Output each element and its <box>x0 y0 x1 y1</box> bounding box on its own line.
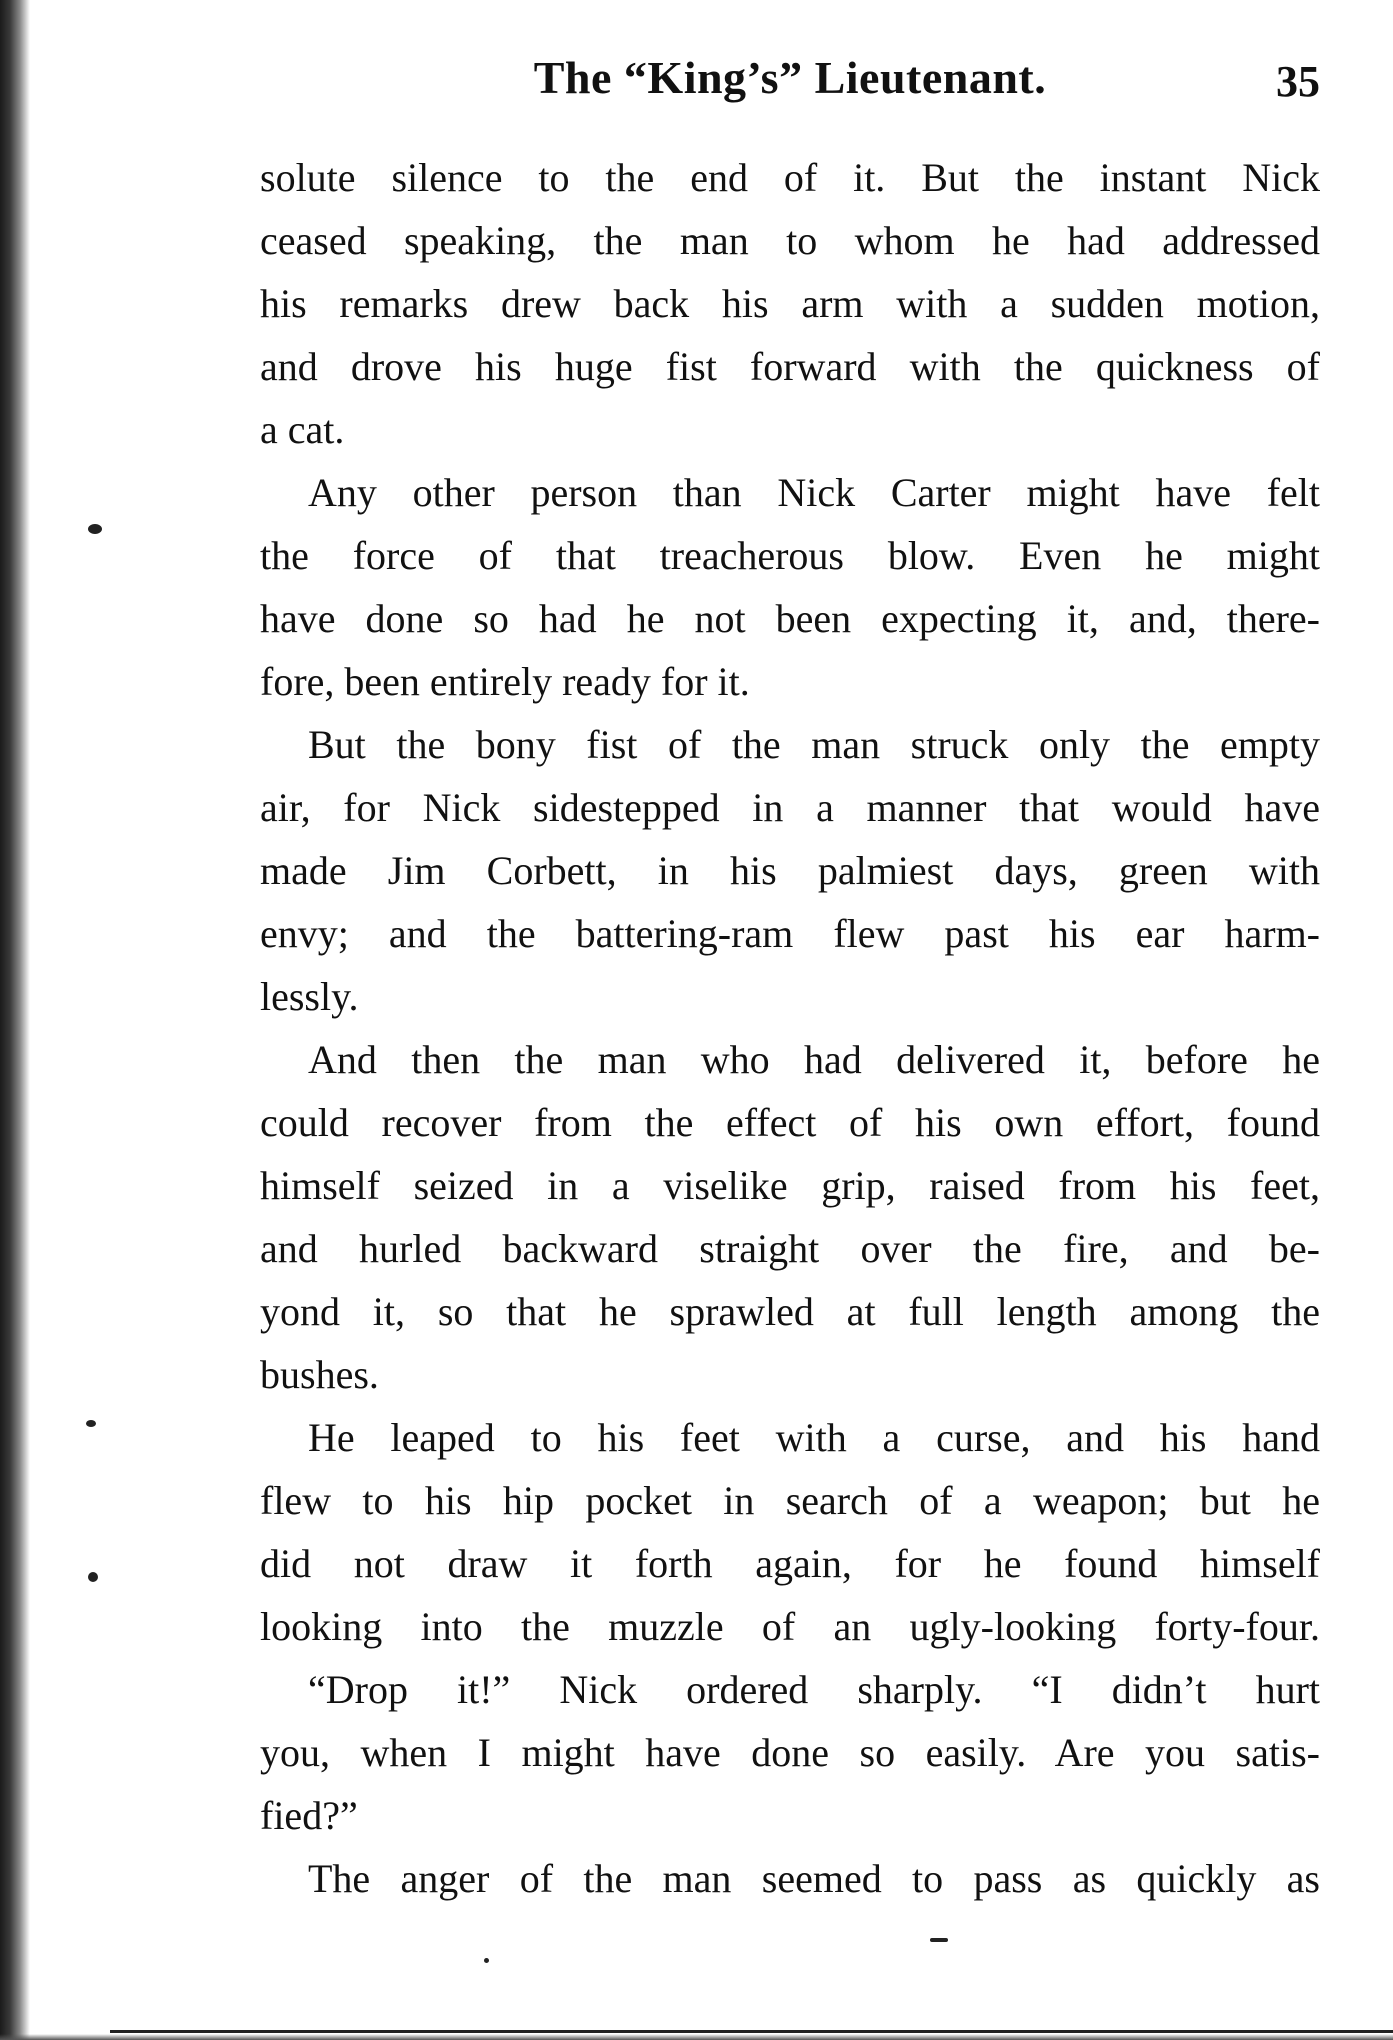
text-line: the force of that treacherous blow. Even he might <box>260 533 1320 578</box>
text-line: could recover from the effect of his own effort, found <box>260 1100 1320 1145</box>
body-text <box>260 146 1320 1910</box>
text-line: have done so had he not been expecting it, and, there- <box>260 596 1320 641</box>
text-line: The anger of the man seemed to pass as quickly as <box>308 1856 1320 1901</box>
page-header <box>260 48 1320 108</box>
text-line: flew to his hip pocket in search of a weapon; but he <box>260 1478 1320 1523</box>
text-line: a cat. <box>260 407 345 452</box>
binding-edge <box>0 0 30 2040</box>
text-line: “Drop it!” Nick ordered sharply. “I didn’t hurt <box>308 1667 1320 1712</box>
text-line: He leaped to his feet with a curse, and his hand <box>308 1415 1320 1460</box>
page-number: 35 <box>1276 57 1320 106</box>
text-line: And then the man who had delivered it, before he <box>308 1037 1320 1082</box>
ink-speck <box>930 1938 948 1942</box>
ink-speck <box>86 1420 96 1427</box>
text-line: and hurled backward straight over the fire, and be- <box>260 1226 1320 1271</box>
text-line: Any other person than Nick Carter might have felt <box>308 470 1320 515</box>
text-line: fied?” <box>260 1793 358 1838</box>
bottom-edge <box>0 2034 1393 2040</box>
text-line: fore, been entirely ready for it. <box>260 659 750 704</box>
text-line: solute silence to the end of it. But the instant Nick <box>260 155 1320 200</box>
text-line: envy; and the battering-ram flew past his ear harm- <box>260 911 1320 956</box>
ink-speck <box>88 1572 98 1582</box>
text-line: his remarks drew back his arm with a sudden motion, <box>260 281 1320 326</box>
text-line: made Jim Corbett, in his palmiest days, green with <box>260 848 1320 893</box>
text-line: and drove his huge fist forward with the quickness of <box>260 344 1320 389</box>
text-line: himself seized in a viselike grip, raised from his feet, <box>260 1163 1320 1208</box>
text-line: yond it, so that he sprawled at full length among the <box>260 1289 1320 1334</box>
ink-speck <box>484 1958 489 1963</box>
text-line: But the bony fist of the man struck only the empty <box>308 722 1320 767</box>
text-line: lessly. <box>260 974 359 1019</box>
text-line: you, when I might have done so easily. Are you satis- <box>260 1730 1320 1775</box>
text-line: ceased speaking, the man to whom he had addressed <box>260 218 1320 263</box>
text-line: bushes. <box>260 1352 379 1397</box>
text-line: looking into the muzzle of an ugly-looking forty-four. <box>260 1604 1320 1649</box>
running-title: The “King’s” Lieutenant. <box>533 52 1047 103</box>
text-line: did not draw it forth again, for he found himself <box>260 1541 1320 1586</box>
ink-speck <box>88 524 102 534</box>
bottom-rule <box>110 2030 1393 2033</box>
text-line: air, for Nick sidestepped in a manner that would have <box>260 785 1320 830</box>
